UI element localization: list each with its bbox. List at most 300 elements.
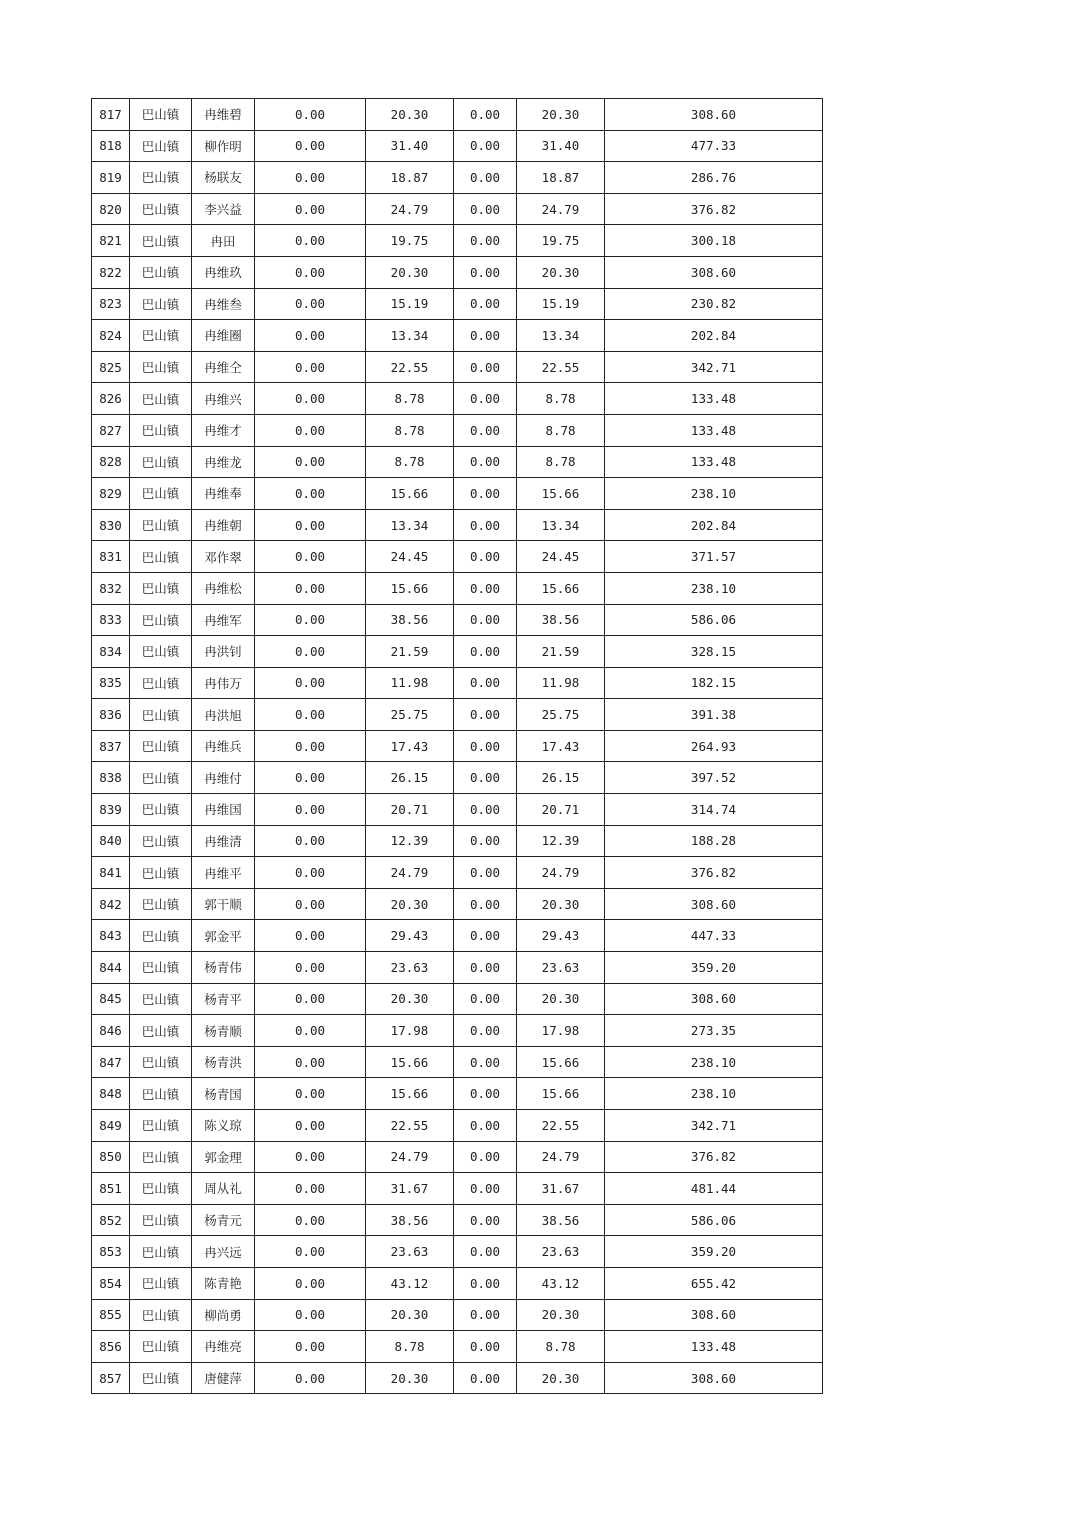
cell-value-4: 15.66 (517, 478, 605, 510)
cell-row-number: 820 (92, 193, 130, 225)
cell-name: 冉兴远 (192, 1236, 255, 1268)
cell-value-2: 15.66 (366, 572, 454, 604)
cell-amount: 376.82 (605, 1141, 823, 1173)
table-row (92, 1204, 823, 1236)
cell-name: 冉田 (192, 225, 255, 257)
cell-value-3: 0.00 (454, 636, 517, 668)
cell-amount: 391.38 (605, 699, 823, 731)
cell-value-1: 0.00 (255, 1078, 366, 1110)
cell-row-number: 833 (92, 604, 130, 636)
cell-row-number: 821 (92, 225, 130, 257)
cell-value-1: 0.00 (255, 193, 366, 225)
cell-row-number: 842 (92, 888, 130, 920)
cell-value-2: 43.12 (366, 1267, 454, 1299)
cell-value-3: 0.00 (454, 193, 517, 225)
cell-town: 巴山镇 (130, 699, 192, 731)
cell-value-1: 0.00 (255, 256, 366, 288)
cell-value-1: 0.00 (255, 541, 366, 573)
cell-amount: 359.20 (605, 952, 823, 984)
cell-name: 唐健萍 (192, 1362, 255, 1394)
cell-amount: 481.44 (605, 1173, 823, 1205)
cell-amount: 264.93 (605, 730, 823, 762)
cell-value-1: 0.00 (255, 1362, 366, 1394)
cell-value-2: 11.98 (366, 667, 454, 699)
cell-name: 冉维龙 (192, 446, 255, 478)
cell-town: 巴山镇 (130, 1331, 192, 1363)
cell-value-1: 0.00 (255, 446, 366, 478)
cell-value-1: 0.00 (255, 1110, 366, 1142)
cell-row-number: 857 (92, 1362, 130, 1394)
cell-value-2: 19.75 (366, 225, 454, 257)
cell-value-3: 0.00 (454, 351, 517, 383)
table-row (92, 667, 823, 699)
cell-town: 巴山镇 (130, 414, 192, 446)
cell-row-number: 818 (92, 130, 130, 162)
cell-value-1: 0.00 (255, 1331, 366, 1363)
cell-value-4: 15.66 (517, 1046, 605, 1078)
cell-town: 巴山镇 (130, 446, 192, 478)
cell-value-3: 0.00 (454, 446, 517, 478)
cell-value-4: 26.15 (517, 762, 605, 794)
table-row (92, 351, 823, 383)
cell-value-2: 20.71 (366, 794, 454, 826)
cell-value-2: 15.66 (366, 1046, 454, 1078)
cell-name: 冉维清 (192, 825, 255, 857)
cell-name: 陈青艳 (192, 1267, 255, 1299)
cell-value-1: 0.00 (255, 1267, 366, 1299)
cell-value-4: 20.30 (517, 1362, 605, 1394)
cell-value-1: 0.00 (255, 414, 366, 446)
cell-row-number: 836 (92, 699, 130, 731)
cell-amount: 359.20 (605, 1236, 823, 1268)
cell-value-2: 15.66 (366, 1078, 454, 1110)
cell-name: 冉伟万 (192, 667, 255, 699)
table-row (92, 1015, 823, 1047)
cell-value-2: 15.66 (366, 478, 454, 510)
cell-value-3: 0.00 (454, 952, 517, 984)
cell-value-4: 8.78 (517, 414, 605, 446)
table-row (92, 288, 823, 320)
cell-row-number: 828 (92, 446, 130, 478)
table-row (92, 383, 823, 415)
cell-value-1: 0.00 (255, 730, 366, 762)
cell-value-4: 23.63 (517, 952, 605, 984)
cell-town: 巴山镇 (130, 351, 192, 383)
table-row (92, 256, 823, 288)
table-row (92, 794, 823, 826)
cell-name: 冉维军 (192, 604, 255, 636)
cell-row-number: 856 (92, 1331, 130, 1363)
table-row (92, 572, 823, 604)
cell-value-3: 0.00 (454, 825, 517, 857)
cell-amount: 202.84 (605, 509, 823, 541)
cell-value-3: 0.00 (454, 130, 517, 162)
cell-value-1: 0.00 (255, 130, 366, 162)
cell-value-3: 0.00 (454, 604, 517, 636)
cell-town: 巴山镇 (130, 857, 192, 889)
cell-amount: 314.74 (605, 794, 823, 826)
cell-row-number: 822 (92, 256, 130, 288)
cell-town: 巴山镇 (130, 730, 192, 762)
cell-town: 巴山镇 (130, 762, 192, 794)
table-row (92, 541, 823, 573)
cell-value-4: 23.63 (517, 1236, 605, 1268)
cell-amount: 286.76 (605, 162, 823, 194)
table-row (92, 1236, 823, 1268)
cell-value-2: 21.59 (366, 636, 454, 668)
table-row (92, 1110, 823, 1142)
table-row (92, 1046, 823, 1078)
cell-town: 巴山镇 (130, 383, 192, 415)
cell-name: 冉维叁 (192, 288, 255, 320)
cell-name: 郭金平 (192, 920, 255, 952)
cell-name: 郭干顺 (192, 888, 255, 920)
cell-value-4: 31.67 (517, 1173, 605, 1205)
cell-town: 巴山镇 (130, 952, 192, 984)
cell-value-4: 20.30 (517, 99, 605, 131)
cell-town: 巴山镇 (130, 478, 192, 510)
cell-value-3: 0.00 (454, 414, 517, 446)
cell-name: 冉维奉 (192, 478, 255, 510)
cell-name: 冉洪旭 (192, 699, 255, 731)
cell-value-1: 0.00 (255, 225, 366, 257)
cell-amount: 300.18 (605, 225, 823, 257)
table-row (92, 1173, 823, 1205)
cell-value-1: 0.00 (255, 162, 366, 194)
cell-name: 冉维平 (192, 857, 255, 889)
cell-value-3: 0.00 (454, 1110, 517, 1142)
cell-amount: 371.57 (605, 541, 823, 573)
cell-name: 周从礼 (192, 1173, 255, 1205)
cell-name: 冉维兴 (192, 383, 255, 415)
cell-name: 冉维兵 (192, 730, 255, 762)
cell-value-2: 8.78 (366, 446, 454, 478)
cell-value-4: 18.87 (517, 162, 605, 194)
cell-amount: 133.48 (605, 383, 823, 415)
cell-name: 柳作明 (192, 130, 255, 162)
cell-value-2: 23.63 (366, 1236, 454, 1268)
cell-name: 李兴益 (192, 193, 255, 225)
cell-value-3: 0.00 (454, 1046, 517, 1078)
cell-value-2: 24.79 (366, 193, 454, 225)
cell-value-3: 0.00 (454, 920, 517, 952)
cell-value-3: 0.00 (454, 667, 517, 699)
cell-town: 巴山镇 (130, 1141, 192, 1173)
cell-value-3: 0.00 (454, 1267, 517, 1299)
cell-value-4: 20.71 (517, 794, 605, 826)
cell-value-4: 8.78 (517, 446, 605, 478)
cell-row-number: 827 (92, 414, 130, 446)
cell-value-3: 0.00 (454, 99, 517, 131)
table-row (92, 1299, 823, 1331)
cell-name: 杨青顺 (192, 1015, 255, 1047)
cell-row-number: 844 (92, 952, 130, 984)
cell-town: 巴山镇 (130, 130, 192, 162)
cell-row-number: 845 (92, 983, 130, 1015)
cell-row-number: 850 (92, 1141, 130, 1173)
cell-amount: 133.48 (605, 446, 823, 478)
cell-value-2: 26.15 (366, 762, 454, 794)
cell-row-number: 837 (92, 730, 130, 762)
cell-amount: 477.33 (605, 130, 823, 162)
cell-value-1: 0.00 (255, 383, 366, 415)
table-row (92, 225, 823, 257)
cell-value-3: 0.00 (454, 699, 517, 731)
cell-town: 巴山镇 (130, 320, 192, 352)
cell-row-number: 823 (92, 288, 130, 320)
cell-town: 巴山镇 (130, 193, 192, 225)
cell-value-4: 21.59 (517, 636, 605, 668)
cell-value-3: 0.00 (454, 509, 517, 541)
cell-value-4: 15.19 (517, 288, 605, 320)
cell-row-number: 831 (92, 541, 130, 573)
cell-value-1: 0.00 (255, 1299, 366, 1331)
cell-value-1: 0.00 (255, 699, 366, 731)
table-row (92, 1331, 823, 1363)
cell-amount: 397.52 (605, 762, 823, 794)
cell-row-number: 834 (92, 636, 130, 668)
cell-name: 冉维才 (192, 414, 255, 446)
cell-value-3: 0.00 (454, 1362, 517, 1394)
cell-value-3: 0.00 (454, 1204, 517, 1236)
cell-town: 巴山镇 (130, 1299, 192, 1331)
cell-amount: 133.48 (605, 1331, 823, 1363)
cell-value-1: 0.00 (255, 952, 366, 984)
cell-row-number: 817 (92, 99, 130, 131)
cell-value-2: 24.45 (366, 541, 454, 573)
cell-value-4: 17.43 (517, 730, 605, 762)
cell-value-1: 0.00 (255, 825, 366, 857)
table-row (92, 1267, 823, 1299)
cell-amount: 202.84 (605, 320, 823, 352)
cell-value-2: 8.78 (366, 1331, 454, 1363)
cell-row-number: 854 (92, 1267, 130, 1299)
table-row (92, 130, 823, 162)
cell-value-4: 15.66 (517, 572, 605, 604)
cell-name: 郭金理 (192, 1141, 255, 1173)
cell-value-4: 25.75 (517, 699, 605, 731)
table-row (92, 952, 823, 984)
cell-value-3: 0.00 (454, 572, 517, 604)
cell-value-3: 0.00 (454, 1078, 517, 1110)
cell-value-4: 17.98 (517, 1015, 605, 1047)
table-row (92, 730, 823, 762)
table-row (92, 825, 823, 857)
cell-value-3: 0.00 (454, 288, 517, 320)
cell-value-3: 0.00 (454, 1299, 517, 1331)
cell-name: 冉维付 (192, 762, 255, 794)
cell-town: 巴山镇 (130, 1046, 192, 1078)
cell-value-1: 0.00 (255, 478, 366, 510)
cell-name: 杨青平 (192, 983, 255, 1015)
cell-value-2: 31.40 (366, 130, 454, 162)
cell-value-1: 0.00 (255, 857, 366, 889)
cell-value-2: 20.30 (366, 888, 454, 920)
cell-value-3: 0.00 (454, 730, 517, 762)
cell-town: 巴山镇 (130, 288, 192, 320)
cell-amount: 447.33 (605, 920, 823, 952)
table-row (92, 99, 823, 131)
table-row (92, 888, 823, 920)
cell-value-3: 0.00 (454, 794, 517, 826)
cell-town: 巴山镇 (130, 1015, 192, 1047)
cell-value-1: 0.00 (255, 794, 366, 826)
cell-name: 柳尚勇 (192, 1299, 255, 1331)
cell-amount: 342.71 (605, 1110, 823, 1142)
cell-value-1: 0.00 (255, 1015, 366, 1047)
cell-amount: 376.82 (605, 857, 823, 889)
cell-name: 冉洪钊 (192, 636, 255, 668)
cell-value-1: 0.00 (255, 320, 366, 352)
cell-value-4: 24.79 (517, 1141, 605, 1173)
cell-town: 巴山镇 (130, 509, 192, 541)
cell-value-1: 0.00 (255, 636, 366, 668)
cell-value-2: 20.30 (366, 983, 454, 1015)
cell-row-number: 825 (92, 351, 130, 383)
cell-town: 巴山镇 (130, 983, 192, 1015)
cell-name: 冉维玖 (192, 256, 255, 288)
cell-town: 巴山镇 (130, 1110, 192, 1142)
cell-amount: 328.15 (605, 636, 823, 668)
cell-town: 巴山镇 (130, 1078, 192, 1110)
cell-town: 巴山镇 (130, 1236, 192, 1268)
cell-value-2: 15.19 (366, 288, 454, 320)
cell-name: 冉维亮 (192, 1331, 255, 1363)
cell-value-1: 0.00 (255, 1173, 366, 1205)
cell-value-4: 8.78 (517, 383, 605, 415)
cell-value-2: 20.30 (366, 99, 454, 131)
cell-value-1: 0.00 (255, 1204, 366, 1236)
table-row (92, 446, 823, 478)
cell-town: 巴山镇 (130, 162, 192, 194)
cell-name: 陈义琼 (192, 1110, 255, 1142)
cell-value-2: 20.30 (366, 1299, 454, 1331)
cell-amount: 308.60 (605, 99, 823, 131)
cell-value-1: 0.00 (255, 983, 366, 1015)
cell-amount: 308.60 (605, 983, 823, 1015)
cell-amount: 308.60 (605, 1299, 823, 1331)
cell-amount: 273.35 (605, 1015, 823, 1047)
cell-name: 冉维碧 (192, 99, 255, 131)
table-row (92, 983, 823, 1015)
cell-town: 巴山镇 (130, 1173, 192, 1205)
table-row (92, 1078, 823, 1110)
cell-value-2: 20.30 (366, 1362, 454, 1394)
cell-row-number: 829 (92, 478, 130, 510)
cell-amount: 655.42 (605, 1267, 823, 1299)
data-table (91, 98, 823, 1394)
cell-amount: 586.06 (605, 604, 823, 636)
cell-value-1: 0.00 (255, 1141, 366, 1173)
cell-value-2: 24.79 (366, 1141, 454, 1173)
cell-town: 巴山镇 (130, 920, 192, 952)
cell-value-3: 0.00 (454, 383, 517, 415)
cell-value-4: 22.55 (517, 351, 605, 383)
cell-value-1: 0.00 (255, 667, 366, 699)
cell-amount: 238.10 (605, 572, 823, 604)
cell-row-number: 824 (92, 320, 130, 352)
cell-town: 巴山镇 (130, 667, 192, 699)
cell-amount: 308.60 (605, 256, 823, 288)
cell-value-1: 0.00 (255, 1236, 366, 1268)
cell-town: 巴山镇 (130, 604, 192, 636)
cell-amount: 376.82 (605, 193, 823, 225)
table-row (92, 1362, 823, 1394)
cell-name: 冉维松 (192, 572, 255, 604)
cell-name: 杨联友 (192, 162, 255, 194)
cell-name: 杨青伟 (192, 952, 255, 984)
cell-value-4: 29.43 (517, 920, 605, 952)
cell-value-4: 19.75 (517, 225, 605, 257)
cell-row-number: 826 (92, 383, 130, 415)
cell-amount: 342.71 (605, 351, 823, 383)
cell-value-3: 0.00 (454, 1015, 517, 1047)
cell-row-number: 841 (92, 857, 130, 889)
cell-name: 杨青国 (192, 1078, 255, 1110)
cell-amount: 188.28 (605, 825, 823, 857)
cell-value-4: 38.56 (517, 604, 605, 636)
cell-value-4: 12.39 (517, 825, 605, 857)
cell-value-4: 11.98 (517, 667, 605, 699)
cell-town: 巴山镇 (130, 825, 192, 857)
cell-value-3: 0.00 (454, 888, 517, 920)
cell-value-2: 17.43 (366, 730, 454, 762)
table-row (92, 762, 823, 794)
cell-value-2: 22.55 (366, 351, 454, 383)
table-row (92, 636, 823, 668)
table-row (92, 857, 823, 889)
cell-town: 巴山镇 (130, 256, 192, 288)
cell-value-3: 0.00 (454, 1141, 517, 1173)
cell-value-4: 8.78 (517, 1331, 605, 1363)
cell-value-4: 13.34 (517, 320, 605, 352)
cell-value-2: 22.55 (366, 1110, 454, 1142)
cell-value-2: 12.39 (366, 825, 454, 857)
cell-value-3: 0.00 (454, 256, 517, 288)
table-row (92, 920, 823, 952)
table-body (92, 99, 823, 1394)
cell-amount: 238.10 (605, 1078, 823, 1110)
cell-value-1: 0.00 (255, 288, 366, 320)
cell-row-number: 849 (92, 1110, 130, 1142)
cell-value-1: 0.00 (255, 920, 366, 952)
cell-name: 杨青洪 (192, 1046, 255, 1078)
cell-value-1: 0.00 (255, 762, 366, 794)
cell-value-3: 0.00 (454, 478, 517, 510)
cell-value-2: 18.87 (366, 162, 454, 194)
cell-value-2: 13.34 (366, 320, 454, 352)
table-row (92, 699, 823, 731)
cell-row-number: 819 (92, 162, 130, 194)
cell-amount: 308.60 (605, 888, 823, 920)
cell-town: 巴山镇 (130, 572, 192, 604)
cell-town: 巴山镇 (130, 1267, 192, 1299)
cell-value-3: 0.00 (454, 857, 517, 889)
cell-row-number: 847 (92, 1046, 130, 1078)
cell-value-4: 24.79 (517, 857, 605, 889)
cell-row-number: 832 (92, 572, 130, 604)
cell-row-number: 853 (92, 1236, 130, 1268)
table-row (92, 509, 823, 541)
table-row (92, 478, 823, 510)
cell-row-number: 838 (92, 762, 130, 794)
cell-town: 巴山镇 (130, 99, 192, 131)
cell-town: 巴山镇 (130, 541, 192, 573)
cell-row-number: 830 (92, 509, 130, 541)
cell-row-number: 855 (92, 1299, 130, 1331)
cell-value-4: 22.55 (517, 1110, 605, 1142)
cell-name: 冉维国 (192, 794, 255, 826)
